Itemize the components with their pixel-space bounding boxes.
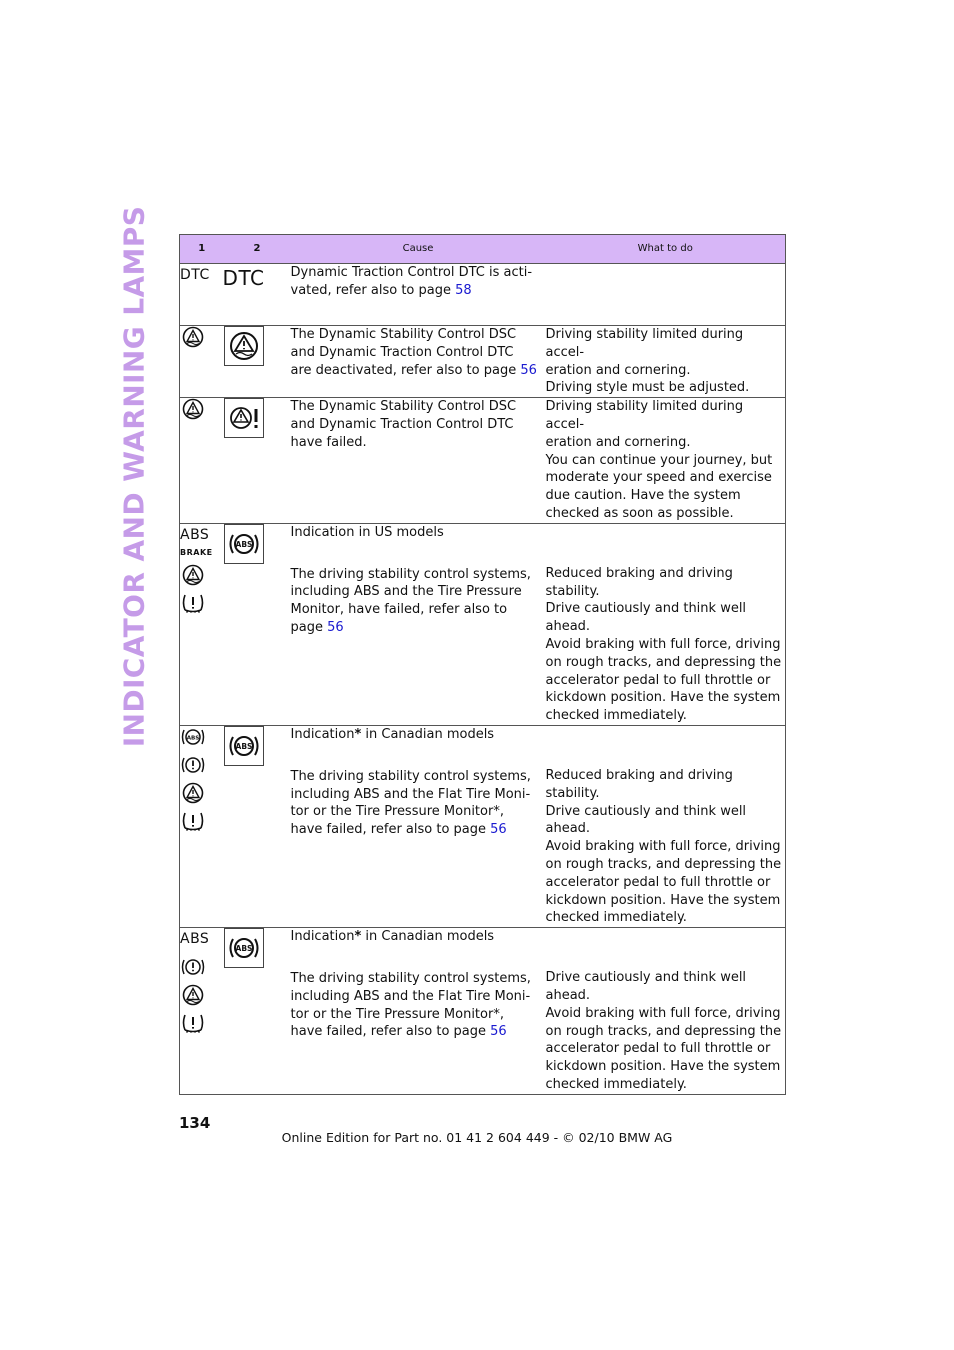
dsc-failure-lamp-icon (224, 398, 264, 438)
todo-line: on rough tracks, and depressing the (545, 1023, 782, 1039)
row-title: Indication in US models (290, 524, 444, 540)
todo-line: You can continue your journey, but (545, 452, 773, 468)
todo-line: Driving stability limited during accel- (545, 327, 744, 360)
page-link[interactable]: 56 (327, 619, 344, 635)
todo-line: on rough tracks, and depressing the (545, 654, 782, 670)
optional-marker: * (354, 929, 362, 945)
dsc-off-lamp-icon (224, 326, 264, 366)
header-col-2: 2 (224, 235, 291, 264)
abs-text-icon: ABS (180, 526, 210, 543)
todo-line: Driving stability limited during accel- (545, 399, 744, 432)
cause-line: including ABS and the Tire Pressure (290, 584, 522, 600)
cause-line: Dynamic Traction Control DTC is acti- (290, 265, 533, 280)
dtc-lamp-icon: DTC (222, 266, 265, 291)
cause-line: The Dynamic Stability Control DSC (290, 327, 517, 342)
cause-line: have failed, refer also to page (290, 822, 491, 838)
optional-marker: * (354, 726, 362, 742)
side-title (112, 205, 156, 747)
cause-line: and Dynamic Traction Control DTC (290, 344, 514, 360)
cause-line: tor or the Tire Pressure Monitor*, (290, 1006, 504, 1022)
svg-text:ABS: ABS (235, 539, 252, 549)
todo-line: accelerator pedal to full throttle or (545, 874, 771, 890)
todo-line: checked immediately. (545, 708, 687, 724)
table-header-row (180, 235, 786, 264)
todo-line: kickdown position. Have the system (545, 690, 781, 706)
brake-warning-icon (180, 956, 206, 978)
cause-line: The Dynamic Stability Control DSC (290, 399, 517, 415)
row-title-text: Indication (290, 929, 355, 945)
cause-line: including ABS and the Flat Tire Moni- (290, 988, 531, 1004)
todo-line: accelerator pedal to full throttle or (545, 672, 771, 688)
todo-line: Reduced braking and driving stability. (545, 565, 733, 599)
todo-line: Drive cautiously and think well ahead. (545, 970, 747, 1003)
row-title (291, 726, 546, 744)
cause-line: The driving stability control systems, (290, 768, 531, 784)
header-cause: Cause (291, 235, 546, 264)
row-title-text: in Canadian models (361, 929, 495, 945)
table-row (180, 326, 786, 398)
abs-lamp-icon (224, 928, 264, 968)
todo-line: eration and cornering. (545, 362, 691, 378)
todo-line: moderate your speed and exercise (545, 470, 772, 486)
todo-line: checked as soon as possible. (545, 505, 734, 521)
todo-line: Avoid braking with full force, driving (545, 1005, 781, 1021)
todo-line: kickdown position. Have the system (545, 892, 781, 908)
dsc-warning-icon (180, 984, 206, 1006)
cause-line: are deactivated, refer also to page (290, 362, 521, 378)
header-what-to-do: What to do (546, 235, 786, 264)
dsc-warning-icon (180, 782, 206, 804)
dsc-warning-icon (180, 398, 206, 420)
cause-line: The driving stability control systems, (290, 566, 531, 582)
side-title-text: INDICATOR AND WARNING LAMPS (117, 205, 151, 747)
todo-line: Reduced braking and driving stability. (545, 767, 733, 801)
todo-line: eration and cornering. (545, 434, 691, 450)
page-link[interactable]: 56 (520, 362, 537, 378)
brake-warning-icon (180, 754, 206, 776)
abs-lamp-icon (224, 726, 264, 766)
svg-text:ABS: ABS (186, 735, 200, 742)
footer-text: Online Edition for Part no. 01 41 2 604 449 - © 02/10 BMW AG (281, 1130, 673, 1145)
row-title-text: Indication (290, 726, 355, 742)
table-row (180, 523, 786, 725)
cause-line: The driving stability control systems, (290, 970, 531, 986)
table-row (180, 928, 786, 1095)
page-link[interactable]: 58 (455, 282, 472, 298)
dsc-warning-icon (180, 564, 206, 586)
todo-line: on rough tracks, and depressing the (545, 856, 782, 872)
cause-line: and Dynamic Traction Control DTC (290, 416, 514, 432)
cause-line: page (290, 619, 328, 635)
todo-line: kickdown position. Have the system (545, 1059, 781, 1075)
cause-line: have failed, refer also to page (290, 1024, 491, 1040)
indicator-table (179, 234, 786, 1095)
cause-line: tor or the Tire Pressure Monitor*, (290, 804, 504, 820)
table-row (180, 725, 786, 927)
abs-text-icon: ABS (180, 931, 210, 948)
cause-line: have failed. (290, 434, 367, 450)
svg-text:ABS: ABS (235, 741, 252, 751)
todo-line: Avoid braking with full force, driving (545, 839, 781, 855)
page-link[interactable]: 56 (490, 822, 507, 838)
brake-text-icon: BRAKE (180, 547, 213, 557)
abs-circle-icon (180, 726, 206, 748)
todo-line: Drive cautiously and think well ahead. (545, 803, 747, 837)
cause-line: vated, refer also to page (290, 282, 456, 298)
todo-line: accelerator pedal to full throttle or (545, 1041, 771, 1057)
tire-pressure-icon (180, 1012, 206, 1034)
table-row (180, 398, 786, 524)
cause-line: including ABS and the Flat Tire Moni- (290, 786, 531, 802)
row-title (291, 928, 546, 946)
page-number: 134 (179, 1114, 211, 1132)
tire-pressure-icon (180, 592, 206, 614)
row-title-text: in Canadian models (361, 726, 495, 742)
abs-lamp-icon (224, 524, 264, 564)
dsc-warning-icon (180, 326, 206, 348)
header-col-1: 1 (180, 235, 224, 264)
dtc-text-icon: DTC (180, 267, 210, 283)
todo-line: Drive cautiously and think well ahead. (545, 601, 747, 635)
tire-pressure-icon (180, 810, 206, 832)
todo-line: checked immediately. (545, 910, 687, 926)
todo-line: Driving style must be adjusted. (545, 380, 750, 396)
todo-line: checked immediately. (545, 1076, 687, 1092)
todo-line: Avoid braking with full force, driving (545, 636, 781, 652)
todo-line: due caution. Have the system (545, 488, 741, 504)
table-row (180, 264, 786, 326)
cause-line: Monitor, have failed, refer also to (290, 602, 508, 618)
svg-text:ABS: ABS (235, 944, 252, 954)
page-link[interactable]: 56 (490, 1024, 507, 1040)
